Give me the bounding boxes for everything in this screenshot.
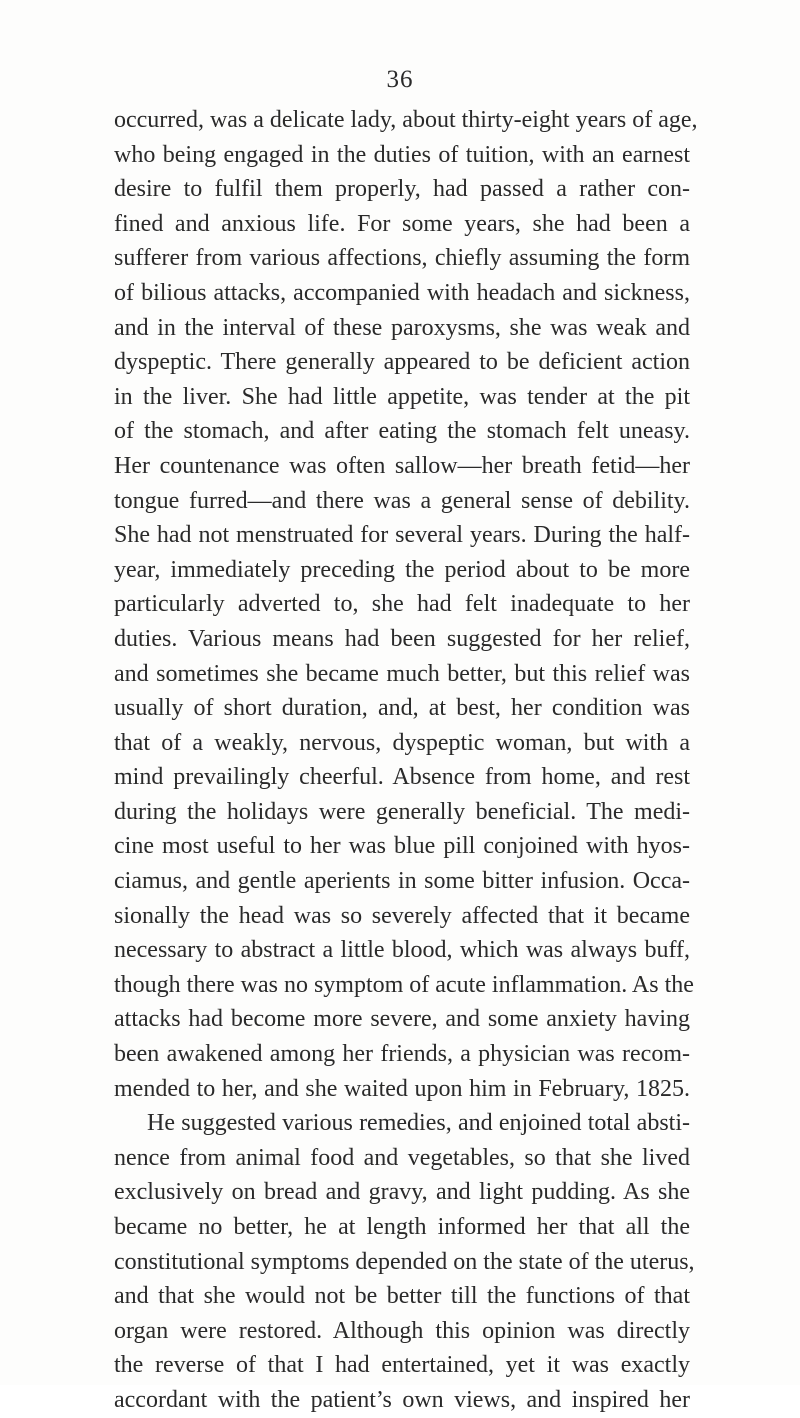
text-line: who being engaged in the duties of tuition, with an earnest	[114, 141, 690, 168]
text-line: of the stomach, and after eating the stomach felt uneasy.	[114, 418, 690, 445]
text-line: year, immediately preceding the period about to be more	[114, 556, 690, 583]
page-number: 36	[386, 66, 414, 93]
text-line: occurred, was a delicate lady, about thirty-eight years of age,	[114, 107, 698, 133]
text-line: nence from animal food and vegetables, so that she lived	[114, 1144, 690, 1171]
text-line: organ were restored. Although this opinion was directly	[114, 1317, 690, 1344]
text-line: attacks had become more severe, and some anxiety having	[114, 1006, 690, 1033]
text-line: ciamus, and gentle aperients in some bitter infusion. Occa-	[114, 868, 690, 895]
text-line: and in the interval of these paroxysms, she was weak and	[114, 314, 690, 341]
text-line: sufferer from various affections, chiefly assuming the form	[114, 245, 690, 272]
text-line: though there was no symptom of acute inflammation. As the	[114, 971, 694, 998]
text-line: cine most useful to her was blue pill conjoined with hyos-	[114, 833, 690, 860]
text-line: desire to fulfil them properly, had passed a rather con-	[114, 176, 690, 203]
text-line: He suggested various remedies, and enjoined total absti-	[147, 1110, 690, 1137]
text-line: became no better, he at length informed her that all the	[114, 1214, 690, 1240]
text-line: constitutional symptoms depended on the state of the uterus,	[114, 1248, 695, 1275]
text-line: tongue furred—and there was a general sense of debility.	[114, 487, 690, 514]
text-line: particularly adverted to, she had felt inadequate to her	[114, 591, 690, 618]
text-line: sionally the head was so severely affected that it became	[114, 902, 690, 929]
text-line: and that she would not be better till the functions of that	[114, 1283, 690, 1310]
text-line: and sometimes she became much better, but this relief was	[114, 660, 690, 687]
text-line: accordant with the patient’s own views, and inspired her	[114, 1386, 690, 1413]
text-line: been awakened among her friends, a physician was recom-	[114, 1041, 690, 1068]
text-line: during the holidays were generally beneficial. The medi-	[114, 798, 690, 825]
text-line: necessary to abstract a little blood, which was always buff,	[114, 937, 690, 964]
text-line: mind prevailingly cheerful. Absence from home, and rest	[114, 764, 690, 791]
text-line: dyspeptic. There generally appeared to be deficient action	[114, 349, 690, 376]
text-line: Her countenance was often sallow—her breath fetid—her	[114, 452, 690, 479]
text-line: of bilious attacks, accompanied with headach and sickness,	[114, 279, 690, 306]
body-text	[114, 103, 698, 1418]
text-line: She had not menstruated for several years. During the half-	[114, 522, 690, 549]
text-line: mended to her, and she waited upon him in February, 1825.	[114, 1075, 690, 1102]
text-line: in the liver. She had little appetite, was tender at the pit	[114, 383, 690, 410]
text-line: that of a weakly, nervous, dyspeptic woman, but with a	[114, 729, 690, 756]
text-line: the reverse of that I had entertained, yet it was exactly	[114, 1352, 690, 1379]
text-line: duties. Various means had been suggested for her relief,	[114, 625, 690, 652]
text-line: fined and anxious life. For some years, she had been a	[114, 210, 690, 237]
text-line: exclusively on bread and gravy, and light pudding. As she	[114, 1179, 690, 1206]
text-line: usually of short duration, and, at best, her condition was	[114, 695, 690, 722]
